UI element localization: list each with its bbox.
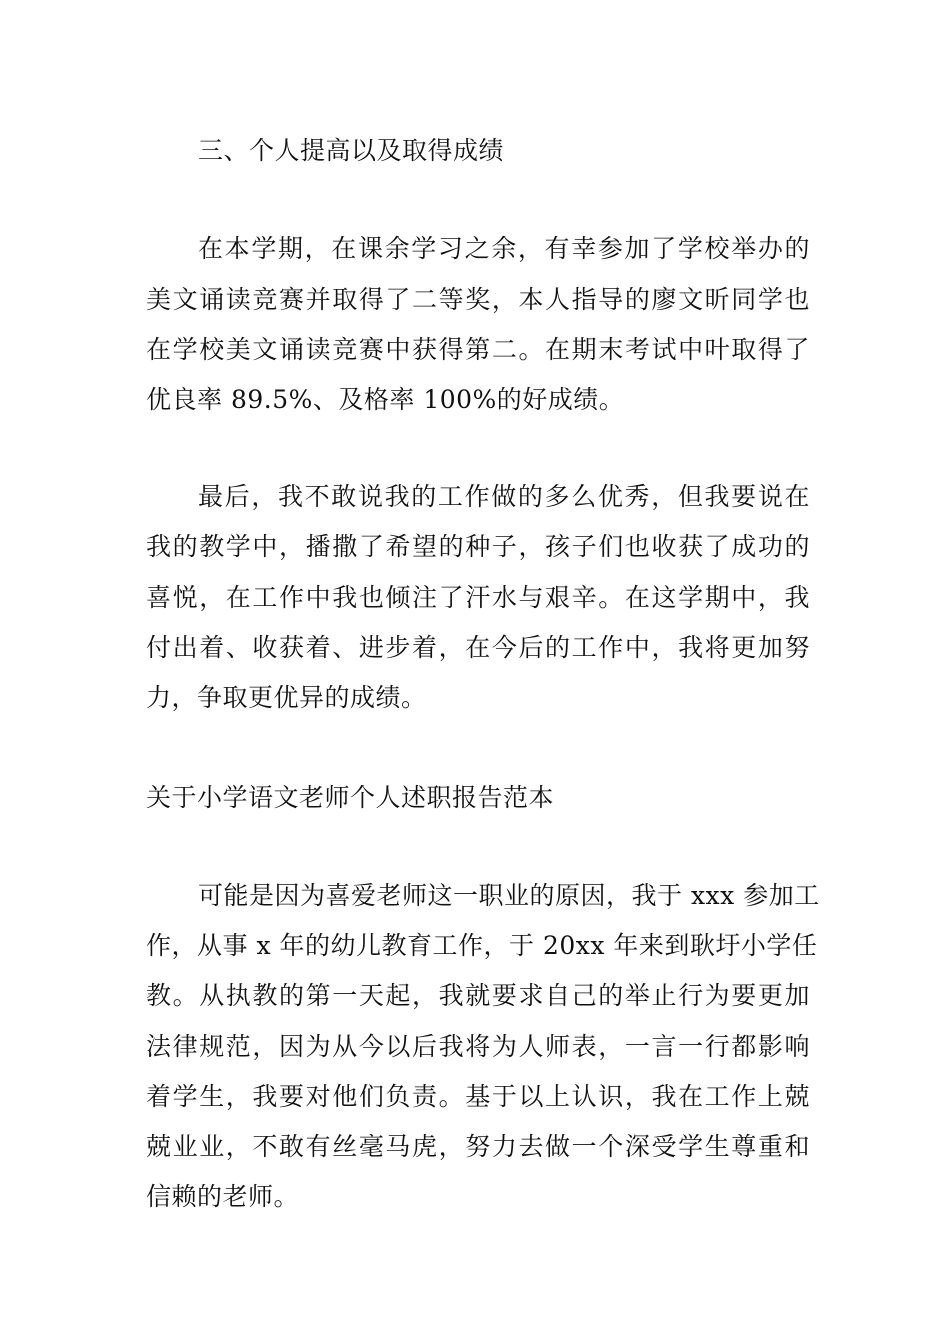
paragraph-line: 教。从执教的第一天起，我就要求自己的举止行为要更加	[146, 981, 810, 1010]
paragraph-line: 最后，我不敢说我的工作做的多么优秀，但我要说在	[198, 482, 810, 511]
paragraph-line: 着学生，我要对他们负责。基于以上认识，我在工作上兢	[146, 1082, 810, 1111]
section-heading: 三、个人提高以及取得成绩	[198, 136, 505, 165]
paragraph-line: 在学校美文诵读竞赛中获得第二。在期末考试中叶取得了	[146, 335, 810, 364]
paragraph-line: 美文诵读竞赛并取得了二等奖，本人指导的廖文昕同学也	[146, 285, 810, 314]
paragraph-line: 在本学期，在课余学习之余，有幸参加了学校举办的	[198, 234, 810, 263]
paragraph-line: 优良率 89.5%、及格率 100%的好成绩。	[146, 385, 625, 414]
paragraph-line: 可能是因为喜爱老师这一职业的原因，我于 xxx 参加工	[198, 881, 820, 910]
paragraph-line: 付出着、收获着、进步着，在今后的工作中，我将更加努	[146, 633, 810, 662]
paragraph-line: 作，从事 x 年的幼儿教育工作，于 20xx 年来到耿圩小学任	[146, 931, 818, 960]
paragraph-line: 力，争取更优异的成绩。	[146, 683, 427, 712]
article-title: 关于小学语文老师个人述职报告范本	[146, 783, 555, 812]
paragraph-line: 我的教学中，播撒了希望的种子，孩子们也收获了成功的	[146, 532, 810, 561]
paragraph-line: 兢业业，不敢有丝毫马虎，努力去做一个深受学生尊重和	[146, 1132, 810, 1161]
paragraph-line: 法律规范，因为从今以后我将为人师表，一言一行都影响	[146, 1032, 810, 1061]
paragraph-line: 信赖的老师。	[146, 1182, 300, 1211]
paragraph-line: 喜悦，在工作中我也倾注了汗水与艰辛。在这学期中，我	[146, 583, 810, 612]
